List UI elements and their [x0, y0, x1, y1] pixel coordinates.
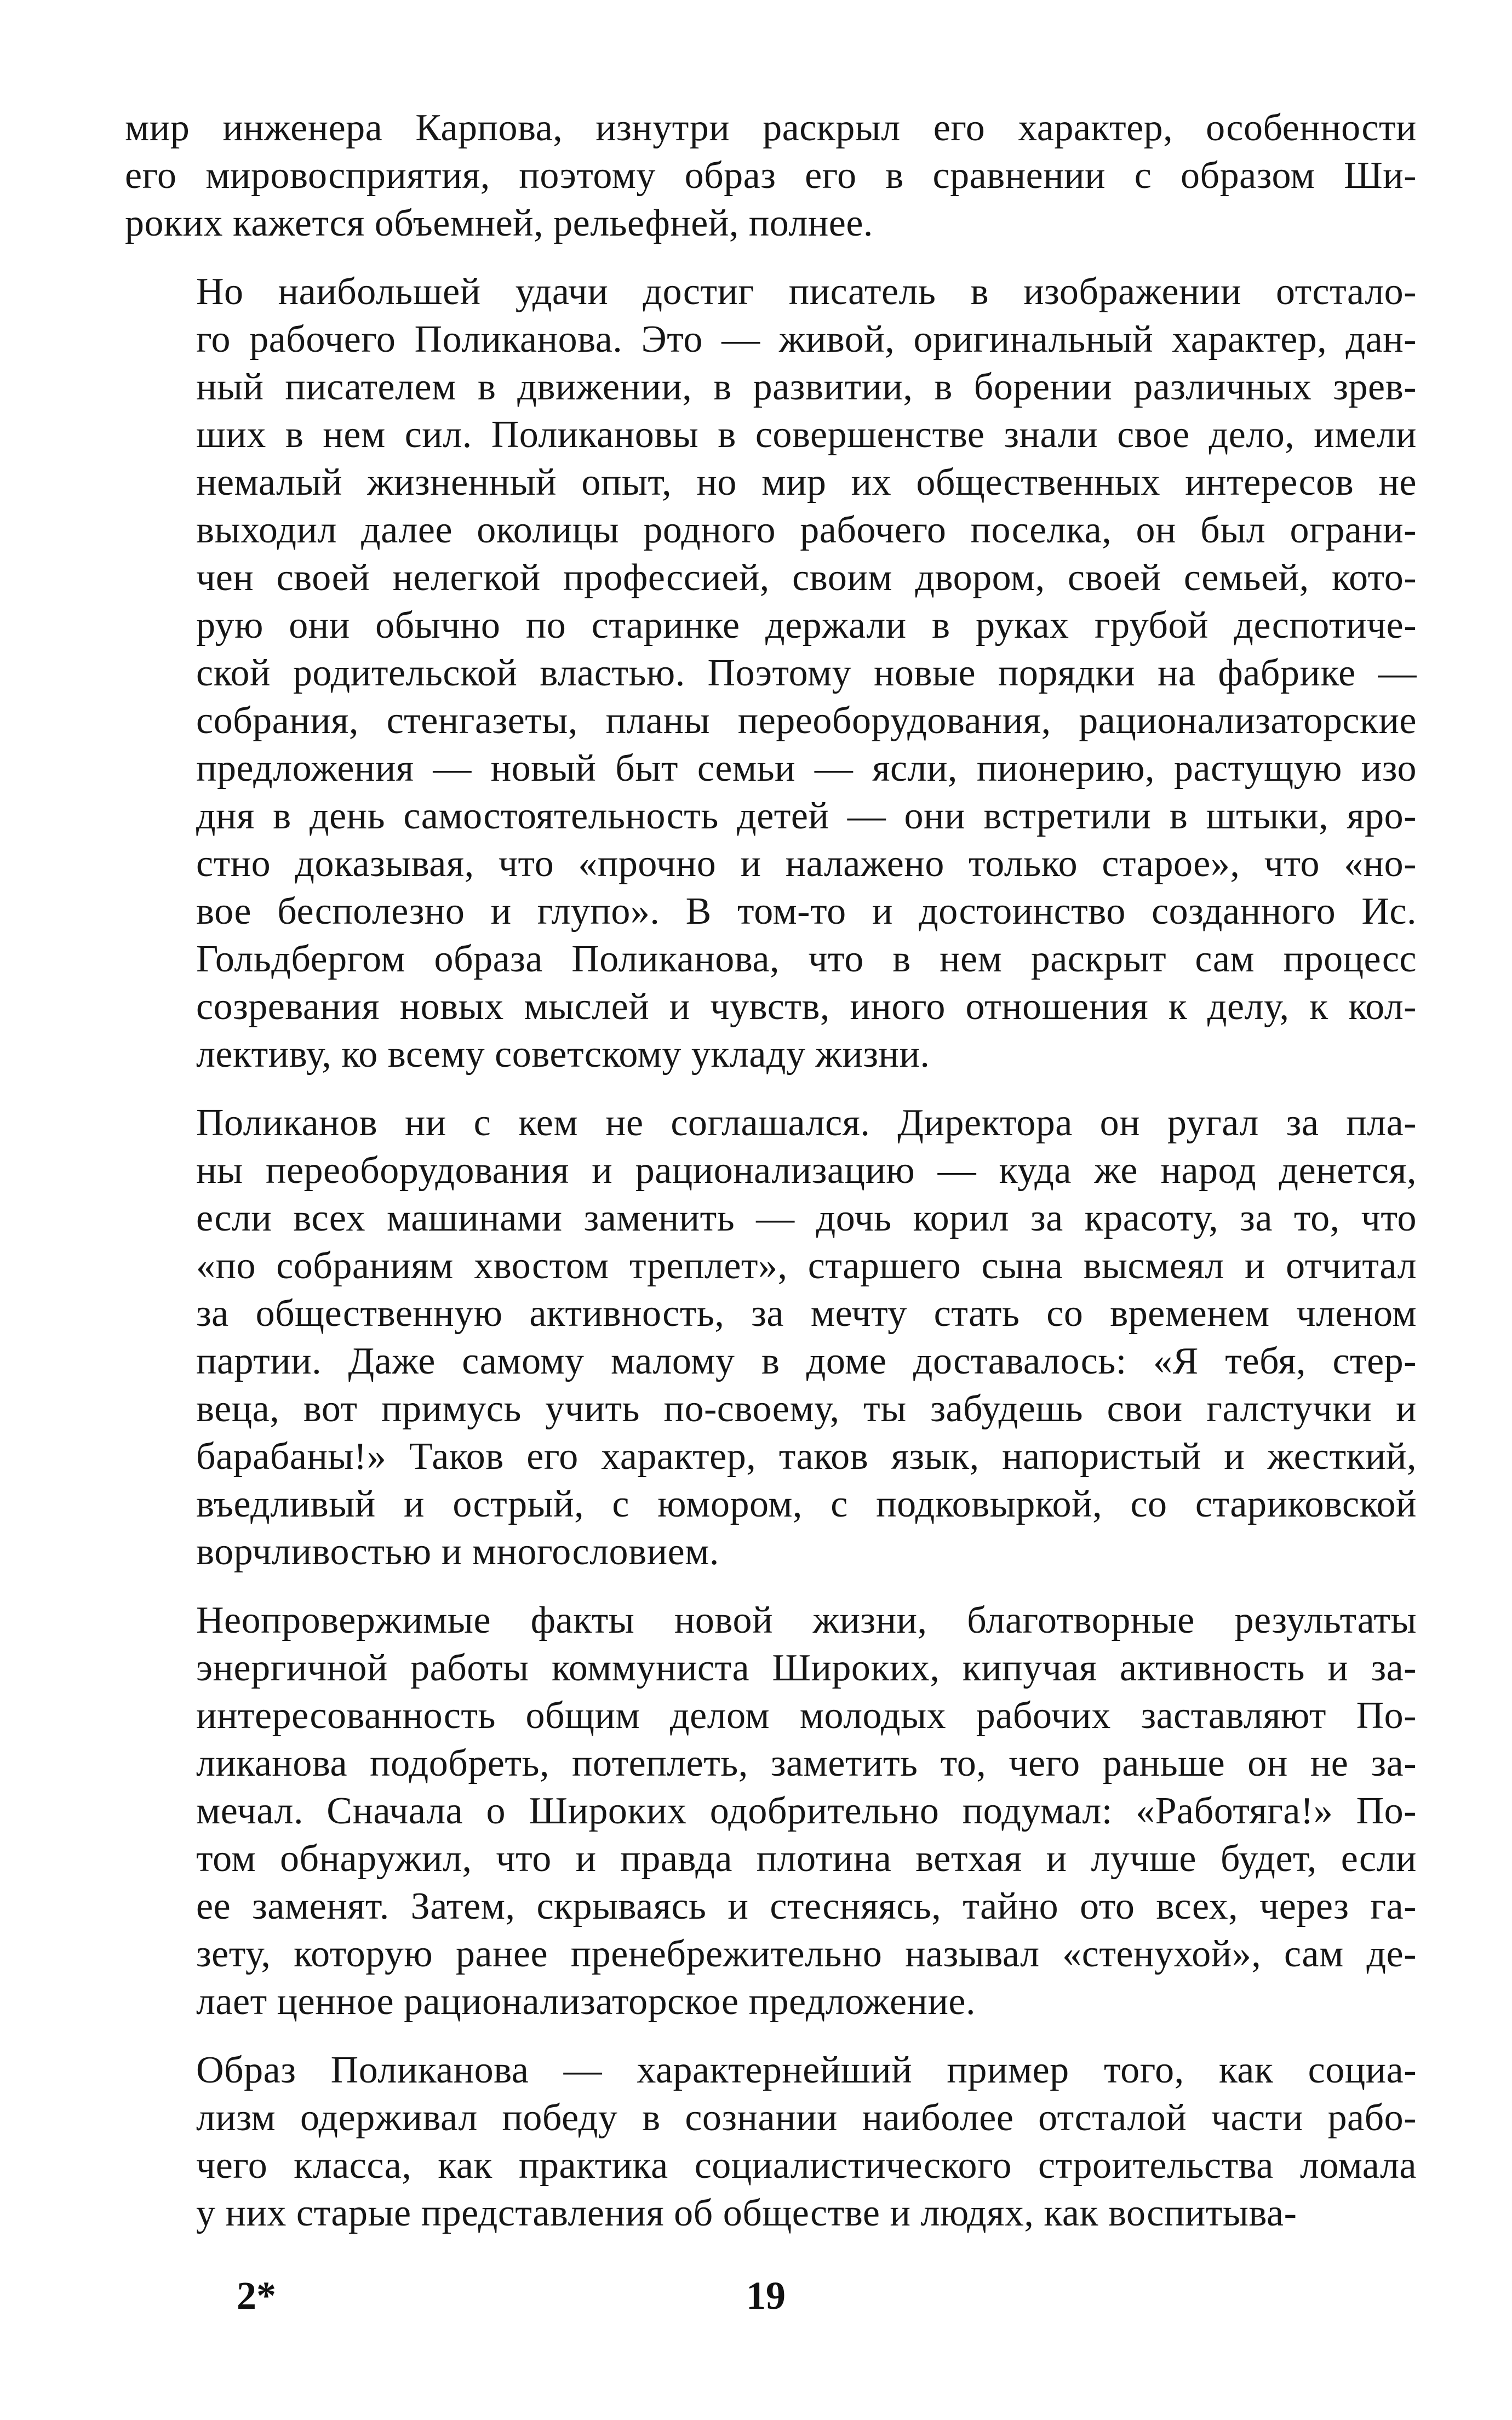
text-line: вое бесполезно и глупо». В том-то и достоинство созданного Ис.	[196, 890, 1417, 932]
text-line: мечал. Сначала о Широких одобрительно подумал: «Работяга!» По-	[196, 1790, 1417, 1832]
text-line: ликанова подобреть, потеплеть, заметить то, чего раньше он не за-	[196, 1742, 1417, 1784]
text-line: ской родительской властью. Поэтому новые порядки на фабрике —	[196, 652, 1417, 694]
text-line: ный писателем в движении, в развитии, в борении различных зрев-	[196, 366, 1417, 408]
page-footer	[0, 2268, 1512, 2329]
text-line: лизм одерживал победу в сознании наиболее отсталой части рабо-	[196, 2097, 1417, 2139]
text-line: ворчливостью и многословием.	[196, 1531, 719, 1573]
paragraph	[125, 268, 1417, 1078]
text-line: собрания, стенгазеты, планы переоборудования, рационализаторские	[196, 700, 1417, 742]
paragraph	[125, 1597, 1417, 2026]
text-line: лективу, ко всему советскому укладу жизни.	[196, 1033, 930, 1075]
text-line: дня в день самостоятельность детей — они встретили в штыки, яро-	[196, 795, 1417, 837]
text-line: Неопровержимые факты новой жизни, благотворные результаты	[196, 1599, 1417, 1641]
text-line: ее заменят. Затем, скрываясь и стесняясь, тайно ото всех, через га-	[196, 1885, 1417, 1927]
text-line: партии. Даже самому малому в доме доставалось: «Я тебя, стер-	[196, 1340, 1417, 1382]
text-line: том обнаружил, что и правда плотина ветхая и лучше будет, если	[196, 1838, 1417, 1880]
paragraph	[125, 1099, 1417, 1576]
text-line: въедливый и острый, с юмором, с подковыркой, со стариковской	[196, 1483, 1417, 1525]
text-line: за общественную активность, за мечту стать со временем членом	[196, 1292, 1417, 1335]
text-line: зету, которую ранее пренебрежительно называл «стенухой», сам де-	[196, 1933, 1417, 1975]
text-line: лает ценное рационализаторское предложение.	[196, 1981, 976, 2023]
text-line: созревания новых мыслей и чувств, иного отношения к делу, к кол-	[196, 986, 1417, 1028]
text-line: если всех машинами заменить — дочь корил за красоту, за то, что	[196, 1197, 1417, 1239]
text-line: стно доказывая, что «прочно и налажено только старое», что «но-	[196, 843, 1417, 885]
text-line: ны переоборудования и рационализацию — куда же народ денется,	[196, 1149, 1417, 1192]
text-line: го рабочего Поликанова. Это — живой, оригинальный характер, дан-	[196, 318, 1417, 361]
text-line: мир инженера Карпова, изнутри раскрыл его характер, особенности	[125, 107, 1417, 149]
text-line: Гольдбергом образа Поликанова, что в нем раскрыт сам процесс	[196, 938, 1417, 980]
paragraph	[125, 2046, 1417, 2237]
text-line: рую они обычно по старинке держали в руках грубой деспотиче-	[196, 604, 1417, 647]
text-line: интересованность общим делом молодых рабочих заставляют По-	[196, 1695, 1417, 1737]
paragraph	[125, 104, 1417, 247]
text-line: роких кажется объемней, рельефней, полнее.	[125, 202, 873, 244]
text-line: веца, вот примусь учить по-своему, ты забудешь свои галстучки и	[196, 1388, 1417, 1430]
text-line: Но наибольшей удачи достиг писатель в изображении отстало-	[196, 271, 1417, 313]
printer-signature-mark: 2*	[237, 2274, 276, 2318]
text-line: выходил далее околицы родного рабочего поселка, он был ограни-	[196, 509, 1417, 551]
text-line: Поликанов ни с кем не соглашался. Директора он ругал за пла-	[196, 1102, 1417, 1144]
text-line: барабаны!» Таков его характер, таков язык, напористый и жесткий,	[196, 1435, 1417, 1478]
text-line: его мировосприятия, поэтому образ его в сравнении с образом Ши-	[125, 155, 1417, 197]
text-line: ших в нем сил. Поликановы в совершенстве знали свое дело, имели	[196, 414, 1417, 456]
body-text	[125, 104, 1417, 2237]
text-line: чен своей нелегкой профессией, своим двором, своей семьей, кото-	[196, 557, 1417, 599]
text-line: «по собраниям хвостом треплет», старшего сына высмеял и отчитал	[196, 1245, 1417, 1287]
text-line: чего класса, как практика социалистического строительства ломала	[196, 2144, 1417, 2187]
text-line: предложения — новый быт семьи — ясли, пионерию, растущую изо	[196, 747, 1417, 789]
text-line: Образ Поликанова — характернейший пример того, как социа-	[196, 2049, 1417, 2091]
text-line: у них старые представления об обществе и людях, как воспитыва-	[196, 2192, 1297, 2234]
text-line: энергичной работы коммуниста Широких, кипучая активность и за-	[196, 1647, 1417, 1689]
page-number: 19	[746, 2274, 786, 2318]
text-line: немалый жизненный опыт, но мир их общественных интересов не	[196, 461, 1417, 504]
